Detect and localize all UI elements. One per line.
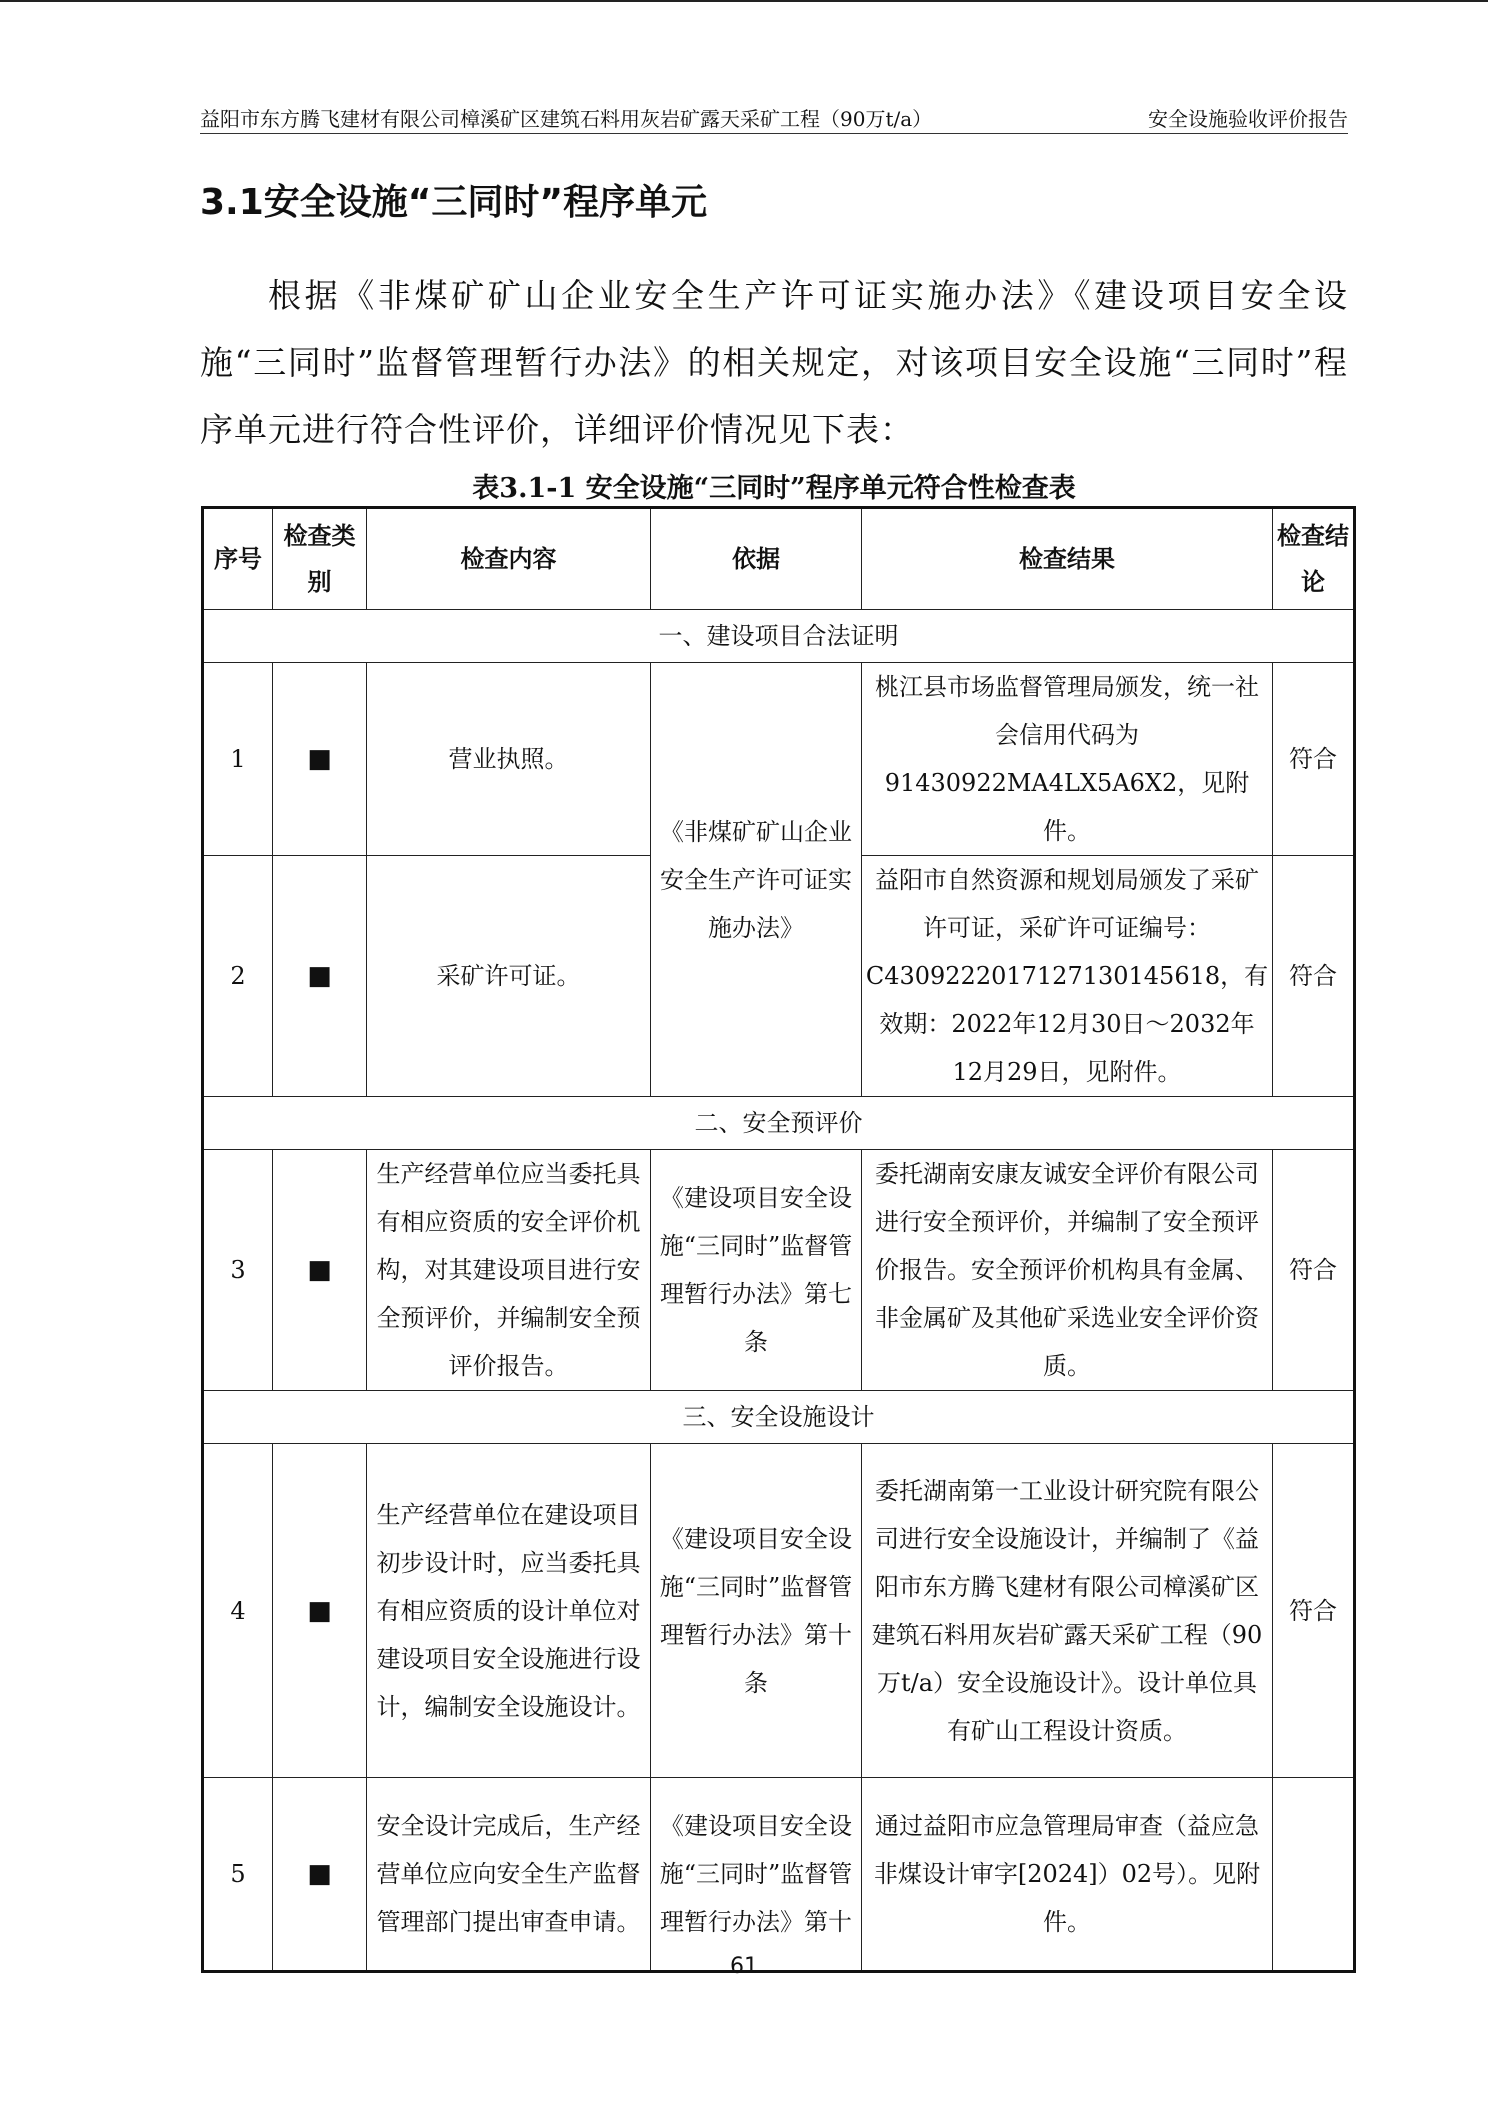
- table-caption: 表3.1-1 安全设施“三同时”程序单元符合性检查表: [472, 473, 1076, 504]
- check-content: 生产经营单位应当委托具有相应资质的安全评价机构，对其建设项目进行安全预评价，并编制安全预评价报告。: [367, 1150, 651, 1391]
- header-report-type: 安全设施验收评价报告: [1148, 107, 1348, 131]
- conclusion-cell: 符合: [1273, 1150, 1355, 1391]
- section-title-cell: 三、安全设施设计: [203, 1391, 1355, 1444]
- basis-cell: 《建设项目安全设施“三同时”监督管理暂行办法》第七条: [651, 1150, 862, 1391]
- row-no: 1: [203, 663, 273, 856]
- page-top-rule: [0, 0, 1488, 2]
- row-no: 4: [203, 1444, 273, 1778]
- check-result: 益阳市自然资源和规划局颁发了采矿许可证，采矿许可证编号：C4309222017127130145618，有效期：2022年12月30日～2032年12月29日，见附件。: [862, 856, 1273, 1097]
- section-row: [203, 1097, 1355, 1150]
- conclusion-cell: [1273, 1778, 1355, 1972]
- section-title-cell: 一、建设项目合法证明: [203, 610, 1355, 663]
- table-row: [203, 1444, 1355, 1778]
- conclusion-cell: 符合: [1273, 1444, 1355, 1778]
- check-result: 桃江县市场监督管理局颁发，统一社会信用代码为91430922MA4LX5A6X2，见附件。: [862, 663, 1273, 856]
- header-basis: 依据: [651, 508, 862, 610]
- table-row: [203, 663, 1355, 856]
- row-no: 5: [203, 1778, 273, 1972]
- category-mark: ■: [273, 1150, 367, 1391]
- check-content: 营业执照。: [367, 663, 651, 856]
- basis-cell: 《建设项目安全设施“三同时”监督管理暂行办法》第十: [651, 1778, 862, 1972]
- category-mark: ■: [273, 856, 367, 1097]
- check-result: 通过益阳市应急管理局审查（益应急非煤设计审字[2024]）02号）。见附件。: [862, 1778, 1273, 1972]
- basis-cell: 《非煤矿矿山企业安全生产许可证实施办法》: [651, 663, 862, 1097]
- running-header: [200, 101, 1348, 134]
- header-result: 检查结果: [862, 508, 1273, 610]
- check-result: 委托湖南第一工业设计研究院有限公司进行安全设施设计，并编制了《益阳市东方腾飞建材有限公司樟溪矿区建筑石料用灰岩矿露天采矿工程（90万t/a）安全设施设计》。设计单位具有矿山工程设计资质。: [862, 1444, 1273, 1778]
- row-no: 2: [203, 856, 273, 1097]
- header-category: 检查类别: [273, 508, 367, 610]
- conclusion-cell: 符合: [1273, 663, 1355, 856]
- check-content: 安全设计完成后，生产经营单位应向安全生产监督管理部门提出审查申请。: [367, 1778, 651, 1972]
- table-row: [203, 1778, 1355, 1972]
- page-number: 61: [730, 1954, 758, 1979]
- table-header-row: [203, 508, 1355, 610]
- section-row: [203, 610, 1355, 663]
- header-no: 序号: [203, 508, 273, 610]
- category-mark: ■: [273, 663, 367, 856]
- section-title: 3.1安全设施“三同时”程序单元: [200, 182, 708, 223]
- check-content: 采矿许可证。: [367, 856, 651, 1097]
- category-mark: ■: [273, 1778, 367, 1972]
- compliance-check-table: [201, 506, 1356, 1973]
- intro-paragraph: 根据《非煤矿矿山企业安全生产许可证实施办法》《建设项目安全设施“三同时”监督管理暂行办法》的相关规定，对该项目安全设施“三同时”程序单元进行符合性评价，详细评价情况见下表：: [200, 276, 1348, 449]
- row-no: 3: [203, 1150, 273, 1391]
- header-content: 检查内容: [367, 508, 651, 610]
- table-row: [203, 1150, 1355, 1391]
- conclusion-cell: 符合: [1273, 856, 1355, 1097]
- section-row: [203, 1391, 1355, 1444]
- check-result: 委托湖南安康友诚安全评价有限公司进行安全预评价，并编制了安全预评价报告。安全预评价机构具有金属、非金属矿及其他矿采选业安全评价资质。: [862, 1150, 1273, 1391]
- category-mark: ■: [273, 1444, 367, 1778]
- section-title-cell: 二、安全预评价: [203, 1097, 1355, 1150]
- basis-cell: 《建设项目安全设施“三同时”监督管理暂行办法》第十条: [651, 1444, 862, 1778]
- header-project-title: 益阳市东方腾飞建材有限公司樟溪矿区建筑石料用灰岩矿露天采矿工程（90万t/a）: [200, 107, 933, 131]
- header-conclusion: 检查结论: [1273, 508, 1355, 610]
- check-content: 生产经营单位在建设项目初步设计时，应当委托具有相应资质的设计单位对建设项目安全设施进行设计，编制安全设施设计。: [367, 1444, 651, 1778]
